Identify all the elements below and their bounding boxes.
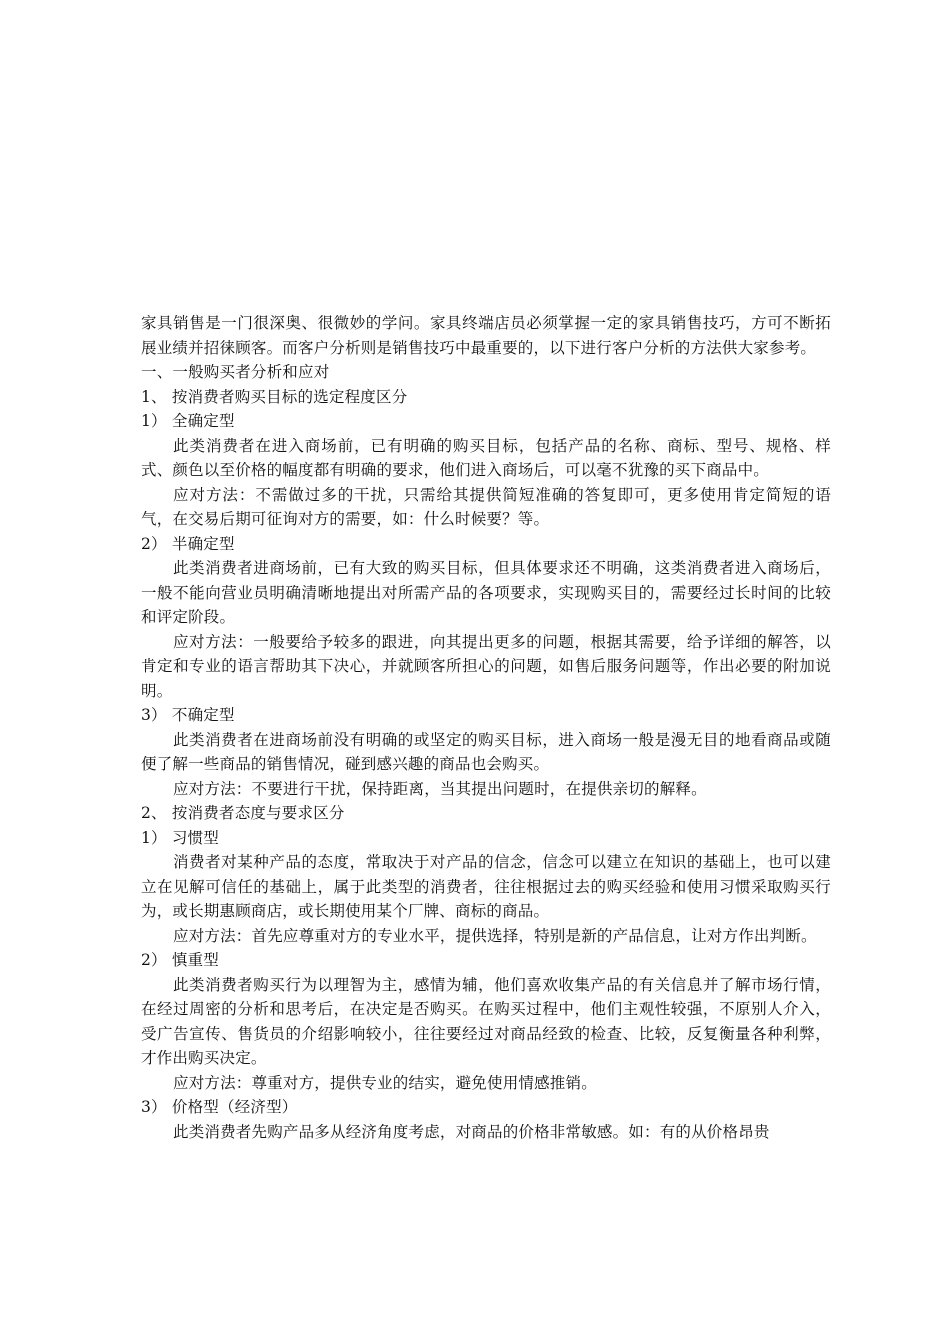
type-heading: 1） 全确定型 — [141, 412, 235, 430]
type-heading: 3） 价格型（经济型） — [141, 1098, 298, 1116]
document-body — [141, 311, 831, 1144]
type-heading: 2） 半确定型 — [141, 534, 235, 553]
body-paragraph: 消费者对某种产品的态度，常取决于对产品的信念，信念可以建立在知识的基础上，也可以建立在见解可信任的基础上，属于此类型的消费者，往往根据过去的购买经验和使用习惯采取购买行为，或长期惠顾商店，或长期使用某个厂牌、商标的商品。 — [141, 853, 831, 920]
method-paragraph: 应对方法：不要进行干扰，保持距离，当其提出问题时，在提供亲切的解释。 — [173, 779, 707, 798]
method-paragraph: 应对方法：尊重对方，提供专业的结实，避免使用情感推销。 — [173, 1073, 597, 1092]
subsection-heading: 1、 按消费者购买目标的选定程度区分 — [141, 387, 408, 406]
section-heading: 一、一般购买者分析和应对 — [141, 363, 330, 381]
method-paragraph: 应对方法：一般要给予较多的跟进，向其提出更多的问题，根据其需要，给予详细的解答，以肯定和专业的语言帮助其下决心，并就顾客所担心的问题，如售后服务问题等，作出必要的附加说明。 — [141, 632, 831, 700]
type-heading: 1） 习惯型 — [141, 828, 219, 847]
body-paragraph: 此类消费者进商场前，已有大致的购买目标，但具体要求还不明确，这类消费者进入商场后，一般不能向营业员明确清晰地提出对所需产品的各项要求，实现购买目的，需要经过长时间的比较和评定阶段。 — [141, 559, 831, 626]
body-paragraph: 此类消费者在进入商场前，已有明确的购买目标，包括产品的名称、商标、型号、规格、样式、颜色以至价格的幅度都有明确的要求，他们进入商场后，可以毫不犹豫的买下商品中。 — [141, 436, 831, 479]
intro-paragraph: 家具销售是一门很深奥、很微妙的学问。家具终端店员必须掌握一定的家具销售技巧，方可不断拓展业绩并招徕顾客。而客户分析则是销售技巧中最重要的，以下进行客户分析的方法供大家参考。 — [141, 314, 831, 357]
subsection-heading: 2、 按消费者态度与要求区分 — [141, 804, 345, 822]
type-heading: 3） 不确定型 — [141, 706, 235, 724]
method-paragraph: 应对方法：不需做过多的干扰，只需给其提供简短准确的答复即可，更多使用肯定简短的语气，在交易后期可征询对方的需要，如：什么时候要？等。 — [141, 485, 831, 528]
method-paragraph: 应对方法：首先应尊重对方的专业水平，提供选择，特别是新的产品信息，让对方作出判断。 — [173, 926, 817, 945]
body-paragraph: 此类消费者购买行为以理智为主，感情为辅，他们喜欢收集产品的有关信息并了解市场行情，在经过周密的分析和思考后，在决定是否购买。在购买过程中，他们主观性较强，不原别人介入，受广告宣传、售货员的介绍影响较小，往往要经过对商品经致的检查、比较，反复衡量各种利弊，才作出购买决定。 — [141, 975, 831, 1067]
body-paragraph: 此类消费者先购产品多从经济角度考虑，对商品的价格非常敏感。如：有的从价格昂贵 — [173, 1122, 770, 1141]
type-heading: 2） 慎重型 — [141, 951, 219, 969]
body-paragraph: 此类消费者在进商场前没有明确的或坚定的购买目标，进入商场一般是漫无目的地看商品或随便了解一些商品的销售情况，碰到感兴趣的商品也会购买。 — [141, 730, 831, 773]
